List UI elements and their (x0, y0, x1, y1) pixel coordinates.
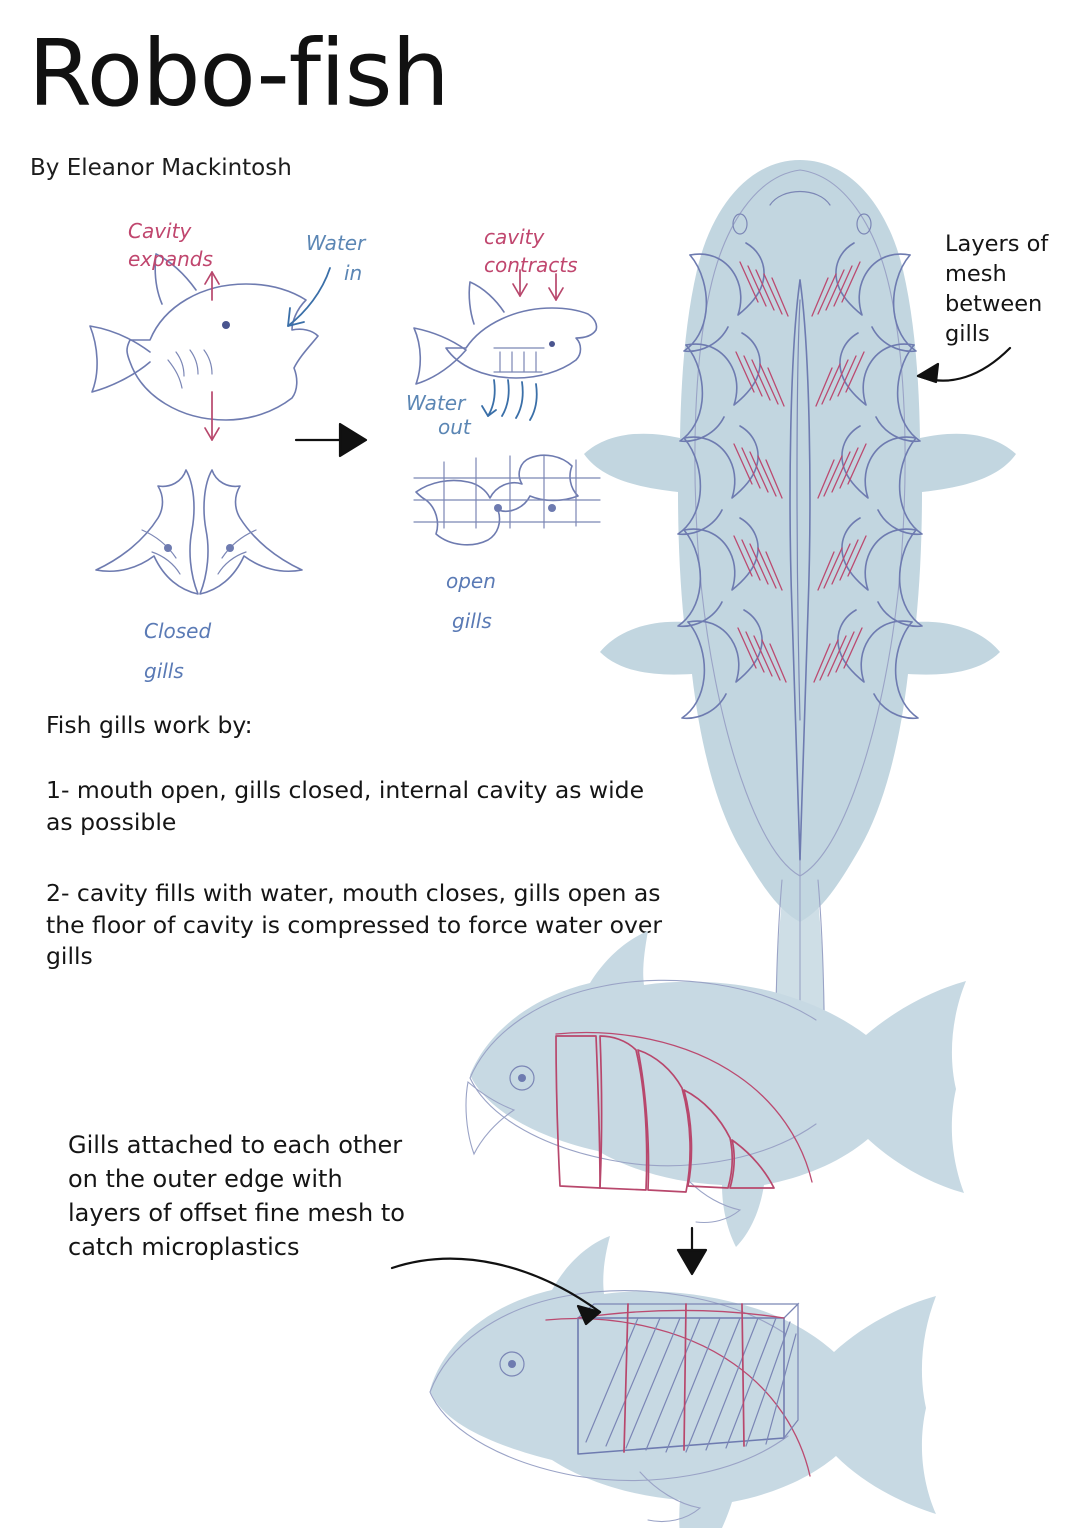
page-title: Robo-fish (28, 20, 449, 127)
label-open-gills-line2: gills (452, 609, 492, 633)
cartridge-down-arrow (678, 1228, 706, 1274)
label-cavity-expands-line2: expands (128, 247, 213, 271)
mesh-layers-note: Layers of mesh between gills (945, 231, 1049, 347)
label-cavity-contracts-line1: cavity (484, 225, 545, 249)
label-water-out-line1: Water (406, 391, 466, 415)
explanation-step-2: 2- cavity fills with water, mouth closes, gills open as the floor of cavity is compressed to force water over gills (46, 879, 663, 971)
label-water-in-line2: in (344, 261, 363, 285)
label-water-out-line2: out (438, 415, 471, 439)
label-water-in-line1: Water (306, 231, 366, 255)
label-closed-gills-line2: gills (144, 659, 184, 683)
gills-attachment-note: Gills attached to each other on the outer edge with layers of offset fine mesh to catch microplastics (68, 1131, 405, 1262)
label-cavity-contracts-line2: contracts (484, 253, 578, 277)
explanation-intro: Fish gills work by: (46, 711, 253, 739)
label-open-gills-line1: open (446, 569, 496, 593)
explanation-step-1: 1- mouth open, gills closed, internal cavity as wide as possible (46, 776, 645, 836)
label-closed-gills-line1: Closed (144, 619, 212, 643)
label-cavity-expands-line1: Cavity (128, 219, 192, 243)
bottom-fish-body (430, 1236, 936, 1528)
byline: By Eleanor Mackintosh (30, 155, 292, 181)
